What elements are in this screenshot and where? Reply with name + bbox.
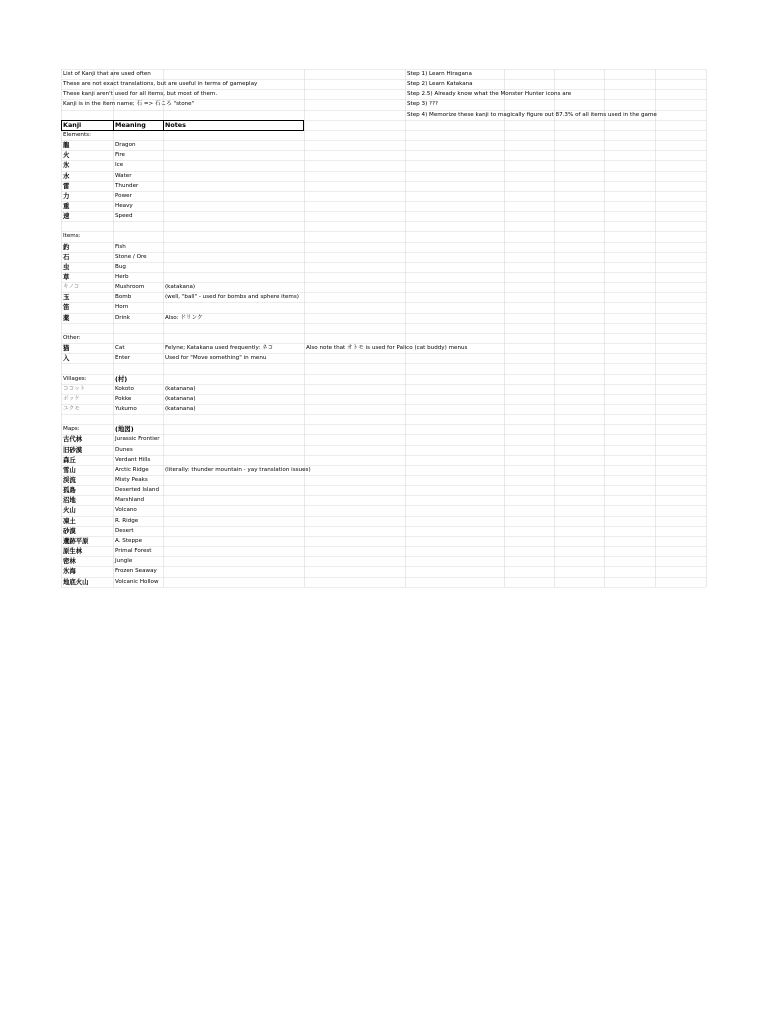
meaning-cell: Bomb <box>115 294 132 300</box>
kanji-cell: Villages: <box>63 376 87 382</box>
meaning-cell: Kokoto <box>115 386 134 392</box>
column-header-kanji: Kanji <box>63 121 82 129</box>
notes-cell: (katakana) <box>165 284 196 290</box>
step-text: Step 3) ??? <box>407 101 438 107</box>
kanji-cell: ユクモ <box>63 406 80 412</box>
kanji-cell: 氷海 <box>63 567 76 575</box>
meaning-cell: Volcanic Hollow <box>115 579 159 585</box>
kanji-cell: 旧砂漠 <box>63 446 83 454</box>
kanji-cell: 笛 <box>63 303 70 311</box>
kanji-cell: 石 <box>63 253 70 261</box>
kanji-cell: 砂漠 <box>63 527 76 535</box>
intro-text: Kanji is in the item name; 石 => 石ころ "stone" <box>63 101 195 107</box>
meaning-cell: Primal Forest <box>115 548 152 554</box>
meaning-cell: A. Steppe <box>115 538 143 544</box>
meaning-cell: Jungle <box>115 558 133 564</box>
kanji-cell: Maps: <box>63 426 80 432</box>
meaning-cell: Marshland <box>115 497 145 503</box>
step-text: Step 1) Learn Hiragana <box>407 71 472 77</box>
meaning-cell: Pokke <box>115 396 132 402</box>
step-text: Step 2.5) Already know what the Monster Hunter icons are <box>407 91 572 97</box>
step-text: Step 2) Learn Katakana <box>407 81 473 87</box>
kanji-cell: 沼地 <box>63 496 76 504</box>
meaning-cell: Cat <box>115 345 125 351</box>
meaning-cell: Ice <box>115 162 124 168</box>
meaning-cell: Yukumo <box>115 406 137 412</box>
kanji-cell: ココット <box>63 386 86 392</box>
meaning-cell: Desert <box>115 528 134 534</box>
extra-note-cell: Also note that オトモ is used for Palico (cat buddy) menus <box>306 345 468 351</box>
kanji-cell: 雷 <box>63 182 70 190</box>
kanji-cell: 火山 <box>63 506 76 514</box>
kanji-cell: 速 <box>63 212 70 220</box>
meaning-cell: Horn <box>115 304 129 310</box>
meaning-cell: Enter <box>115 355 131 361</box>
meaning-cell: Power <box>115 193 132 199</box>
meaning-cell: Arctic Ridge <box>115 467 149 473</box>
meaning-cell: Volcano <box>115 507 137 513</box>
kanji-cell: 渓流 <box>63 476 76 484</box>
step-text: Step 4) Memorize these kanji to magically figure out 87.3% of all items used in the game <box>407 112 657 118</box>
meaning-cell: Dragon <box>115 142 136 148</box>
meaning-cell: Jurassic Frontier <box>115 436 160 442</box>
intro-text: These are not exact translations, but are useful in terms of gameplay <box>63 81 258 87</box>
kanji-cell: 火 <box>63 151 70 159</box>
kanji-cell: 水 <box>63 172 70 180</box>
kanji-cell: 密林 <box>63 557 76 565</box>
column-header-notes: Notes <box>165 121 186 129</box>
meaning-cell: R. Ridge <box>115 518 139 524</box>
notes-cell: Used for "Move something" in menu <box>165 355 267 361</box>
kanji-cell: 力 <box>63 192 70 200</box>
kanji-cell: 古代林 <box>63 435 83 443</box>
meaning-cell: Deserted Island <box>115 487 160 493</box>
kanji-cell: 凍土 <box>63 517 76 525</box>
kanji-cell: 龍 <box>63 141 70 149</box>
meaning-cell: Frozen Seaway <box>115 568 157 574</box>
notes-cell: (katanana) <box>165 406 196 412</box>
kanji-cell: 地底火山 <box>63 578 89 586</box>
kanji-cell: 雪山 <box>63 466 76 474</box>
kanji-cell: ポッケ <box>63 396 80 402</box>
meaning-cell: Speed <box>115 213 133 219</box>
kanji-cell: 虫 <box>63 263 70 271</box>
meaning-cell: Thunder <box>115 183 139 189</box>
meaning-cell: Misty Peaks <box>115 477 148 483</box>
kanji-cell: 原生林 <box>63 547 83 555</box>
header-divider <box>163 120 164 131</box>
notes-cell: (katanana) <box>165 396 196 402</box>
kanji-cell: 薬 <box>63 314 70 322</box>
notes-cell: Also: ドリンク <box>165 315 203 321</box>
meaning-cell: Fish <box>115 244 126 250</box>
meaning-cell: Fire <box>115 152 125 158</box>
intro-text: List of Kanji that are used often <box>63 71 151 77</box>
spreadsheet <box>61 69 706 590</box>
notes-cell: Felyne; Katakana used frequently: ネコ <box>165 345 274 351</box>
header-divider <box>113 120 114 131</box>
cell-grid <box>61 69 707 588</box>
kanji-cell: 遺跡平原 <box>63 537 89 545</box>
meaning-cell: Dunes <box>115 447 133 453</box>
meaning-cell: (地図) <box>115 425 134 433</box>
kanji-cell: キノコ <box>63 284 80 290</box>
notes-cell: (well, "ball" - used for bombs and sphere items) <box>165 294 299 300</box>
kanji-cell: 猫 <box>63 344 70 352</box>
meaning-cell: Water <box>115 173 132 179</box>
kanji-cell: Items: <box>63 233 81 239</box>
kanji-cell: Other: <box>63 335 81 341</box>
meaning-cell: Verdant Hills <box>115 457 151 463</box>
kanji-cell: 氷 <box>63 161 70 169</box>
meaning-cell: Heavy <box>115 203 133 209</box>
kanji-cell: 草 <box>63 273 70 281</box>
meaning-cell: Stone / Ore <box>115 254 147 260</box>
meaning-cell: (村) <box>115 375 128 383</box>
meaning-cell: Drink <box>115 315 130 321</box>
intro-text: These kanji aren't used for all items, but most of them. <box>63 91 218 97</box>
notes-cell: (katanana) <box>165 386 196 392</box>
kanji-cell: 玉 <box>63 293 70 301</box>
kanji-cell: 孤島 <box>63 486 76 494</box>
kanji-cell: Elements: <box>63 132 91 138</box>
kanji-cell: 重 <box>63 202 70 210</box>
meaning-cell: Bug <box>115 264 126 270</box>
kanji-cell: 入 <box>63 354 70 362</box>
meaning-cell: Herb <box>115 274 129 280</box>
meaning-cell: Mushroom <box>115 284 145 290</box>
kanji-cell: 森丘 <box>63 456 76 464</box>
column-header-meaning: Meaning <box>115 121 146 129</box>
notes-cell: (literally: thunder mountain - yay translation issues) <box>165 467 311 473</box>
kanji-cell: 釣 <box>63 243 70 251</box>
